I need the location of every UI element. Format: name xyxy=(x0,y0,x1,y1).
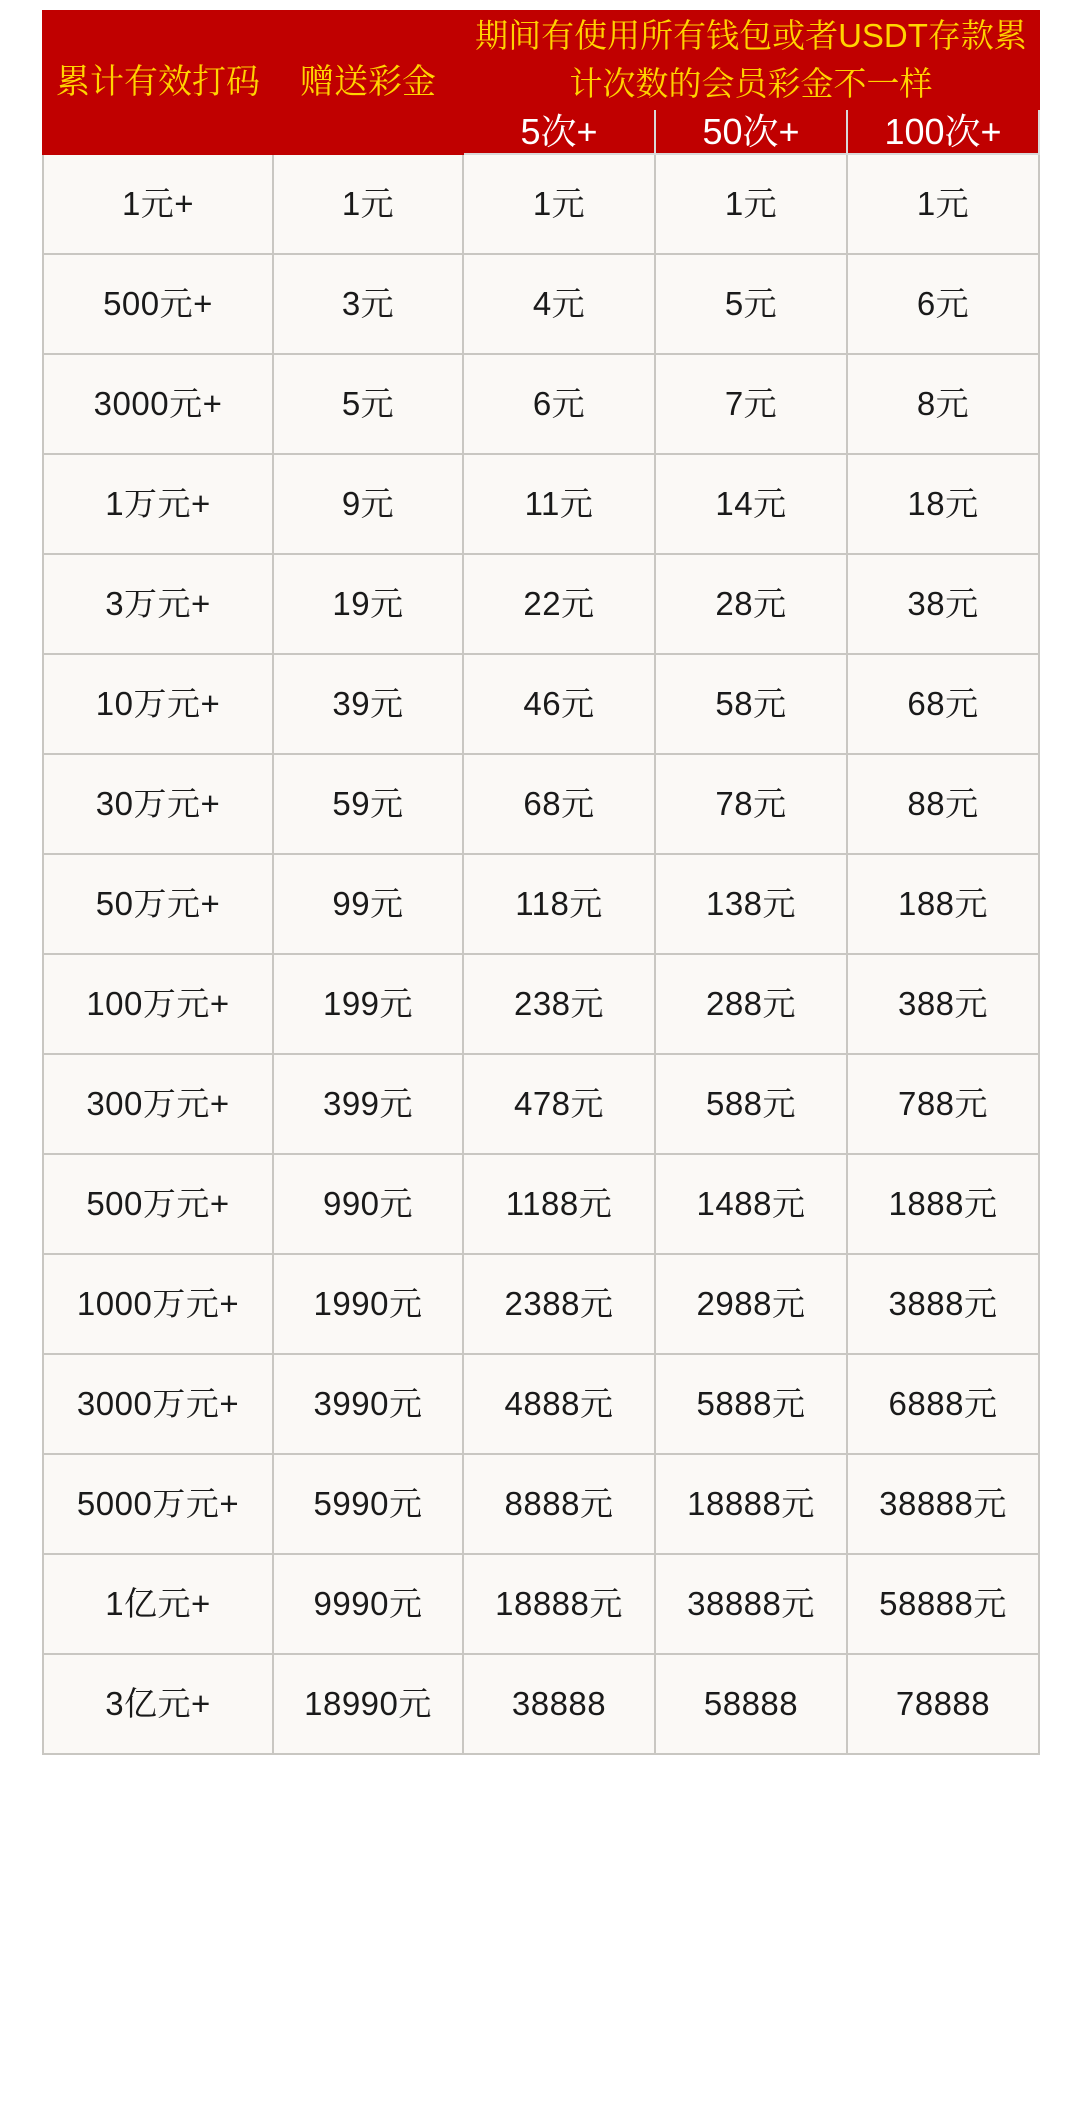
cell-tier-100: 1元 xyxy=(847,154,1039,254)
table-row xyxy=(43,954,1039,1054)
cell-tier-50: 58888 xyxy=(655,1654,847,1754)
cell-tier-5: 38888 xyxy=(463,1654,655,1754)
cell-bonus: 1990元 xyxy=(273,1254,463,1354)
cell-tier-5: 4元 xyxy=(463,254,655,354)
cell-turnover: 5000万元+ xyxy=(43,1454,273,1554)
table-row xyxy=(43,1254,1039,1354)
cell-turnover: 1000万元+ xyxy=(43,1254,273,1354)
cell-turnover: 1万元+ xyxy=(43,454,273,554)
header-tier-50: 50次+ xyxy=(655,109,847,154)
cell-tier-5: 2388元 xyxy=(463,1254,655,1354)
cell-tier-100: 68元 xyxy=(847,654,1039,754)
cell-tier-50: 1元 xyxy=(655,154,847,254)
bonus-table xyxy=(42,10,1040,1755)
cell-tier-100: 8元 xyxy=(847,354,1039,454)
cell-bonus: 9990元 xyxy=(273,1554,463,1654)
cell-tier-50: 2988元 xyxy=(655,1254,847,1354)
cell-tier-50: 14元 xyxy=(655,454,847,554)
cell-turnover: 1亿元+ xyxy=(43,1554,273,1654)
cell-tier-50: 38888元 xyxy=(655,1554,847,1654)
cell-bonus: 3元 xyxy=(273,254,463,354)
cell-turnover: 100万元+ xyxy=(43,954,273,1054)
cell-tier-5: 6元 xyxy=(463,354,655,454)
header-deposit-group: 期间有使用所有钱包或者USDT存款累计次数的会员彩金不一样 xyxy=(463,11,1039,109)
cell-bonus: 3990元 xyxy=(273,1354,463,1454)
cell-tier-100: 388元 xyxy=(847,954,1039,1054)
table-row xyxy=(43,454,1039,554)
cell-tier-50: 28元 xyxy=(655,554,847,654)
header-tier-100: 100次+ xyxy=(847,109,1039,154)
cell-tier-5: 4888元 xyxy=(463,1354,655,1454)
table-row xyxy=(43,1154,1039,1254)
cell-turnover: 3万元+ xyxy=(43,554,273,654)
cell-tier-100: 38元 xyxy=(847,554,1039,654)
cell-turnover: 1元+ xyxy=(43,154,273,254)
cell-bonus: 59元 xyxy=(273,754,463,854)
cell-tier-5: 238元 xyxy=(463,954,655,1054)
table-row xyxy=(43,1454,1039,1554)
cell-tier-100: 58888元 xyxy=(847,1554,1039,1654)
cell-turnover: 500万元+ xyxy=(43,1154,273,1254)
cell-turnover: 300万元+ xyxy=(43,1054,273,1154)
cell-tier-5: 478元 xyxy=(463,1054,655,1154)
cell-bonus: 99元 xyxy=(273,854,463,954)
cell-tier-5: 18888元 xyxy=(463,1554,655,1654)
cell-turnover: 3000万元+ xyxy=(43,1354,273,1454)
cell-tier-50: 5元 xyxy=(655,254,847,354)
cell-bonus: 1元 xyxy=(273,154,463,254)
cell-tier-5: 11元 xyxy=(463,454,655,554)
cell-turnover: 50万元+ xyxy=(43,854,273,954)
cell-tier-50: 58元 xyxy=(655,654,847,754)
cell-tier-5: 22元 xyxy=(463,554,655,654)
cell-tier-50: 5888元 xyxy=(655,1354,847,1454)
cell-tier-100: 3888元 xyxy=(847,1254,1039,1354)
table-row xyxy=(43,1354,1039,1454)
cell-tier-100: 18元 xyxy=(847,454,1039,554)
cell-bonus: 18990元 xyxy=(273,1654,463,1754)
cell-bonus: 9元 xyxy=(273,454,463,554)
cell-tier-50: 138元 xyxy=(655,854,847,954)
cell-tier-100: 78888 xyxy=(847,1654,1039,1754)
table-body xyxy=(43,154,1039,1754)
table-row xyxy=(43,654,1039,754)
cell-turnover: 10万元+ xyxy=(43,654,273,754)
header-bonus: 赠送彩金 xyxy=(273,11,463,154)
cell-tier-50: 588元 xyxy=(655,1054,847,1154)
cell-turnover: 500元+ xyxy=(43,254,273,354)
cell-tier-50: 18888元 xyxy=(655,1454,847,1554)
table-row xyxy=(43,1654,1039,1754)
table-row xyxy=(43,754,1039,854)
cell-turnover: 3亿元+ xyxy=(43,1654,273,1754)
table-row xyxy=(43,154,1039,254)
cell-tier-100: 6888元 xyxy=(847,1354,1039,1454)
cell-bonus: 5元 xyxy=(273,354,463,454)
cell-bonus: 5990元 xyxy=(273,1454,463,1554)
cell-tier-5: 1元 xyxy=(463,154,655,254)
cell-tier-50: 288元 xyxy=(655,954,847,1054)
cell-tier-100: 38888元 xyxy=(847,1454,1039,1554)
cell-tier-5: 118元 xyxy=(463,854,655,954)
cell-tier-50: 78元 xyxy=(655,754,847,854)
table-row xyxy=(43,1554,1039,1654)
cell-turnover: 3000元+ xyxy=(43,354,273,454)
cell-bonus: 39元 xyxy=(273,654,463,754)
table-row xyxy=(43,854,1039,954)
cell-bonus: 399元 xyxy=(273,1054,463,1154)
cell-tier-5: 46元 xyxy=(463,654,655,754)
table-row xyxy=(43,354,1039,454)
cell-bonus: 199元 xyxy=(273,954,463,1054)
cell-tier-50: 1488元 xyxy=(655,1154,847,1254)
cell-tier-100: 1888元 xyxy=(847,1154,1039,1254)
cell-bonus: 990元 xyxy=(273,1154,463,1254)
cell-turnover: 30万元+ xyxy=(43,754,273,854)
cell-tier-100: 188元 xyxy=(847,854,1039,954)
table-header xyxy=(43,11,1039,154)
header-turnover: 累计有效打码 xyxy=(43,11,273,154)
table-row xyxy=(43,254,1039,354)
header-tier-5: 5次+ xyxy=(463,109,655,154)
cell-tier-100: 6元 xyxy=(847,254,1039,354)
cell-tier-5: 1188元 xyxy=(463,1154,655,1254)
cell-tier-100: 88元 xyxy=(847,754,1039,854)
cell-bonus: 19元 xyxy=(273,554,463,654)
cell-tier-5: 68元 xyxy=(463,754,655,854)
cell-tier-5: 8888元 xyxy=(463,1454,655,1554)
table-row xyxy=(43,1054,1039,1154)
cell-tier-50: 7元 xyxy=(655,354,847,454)
cell-tier-100: 788元 xyxy=(847,1054,1039,1154)
header-row-top xyxy=(43,11,1039,109)
table-row xyxy=(43,554,1039,654)
